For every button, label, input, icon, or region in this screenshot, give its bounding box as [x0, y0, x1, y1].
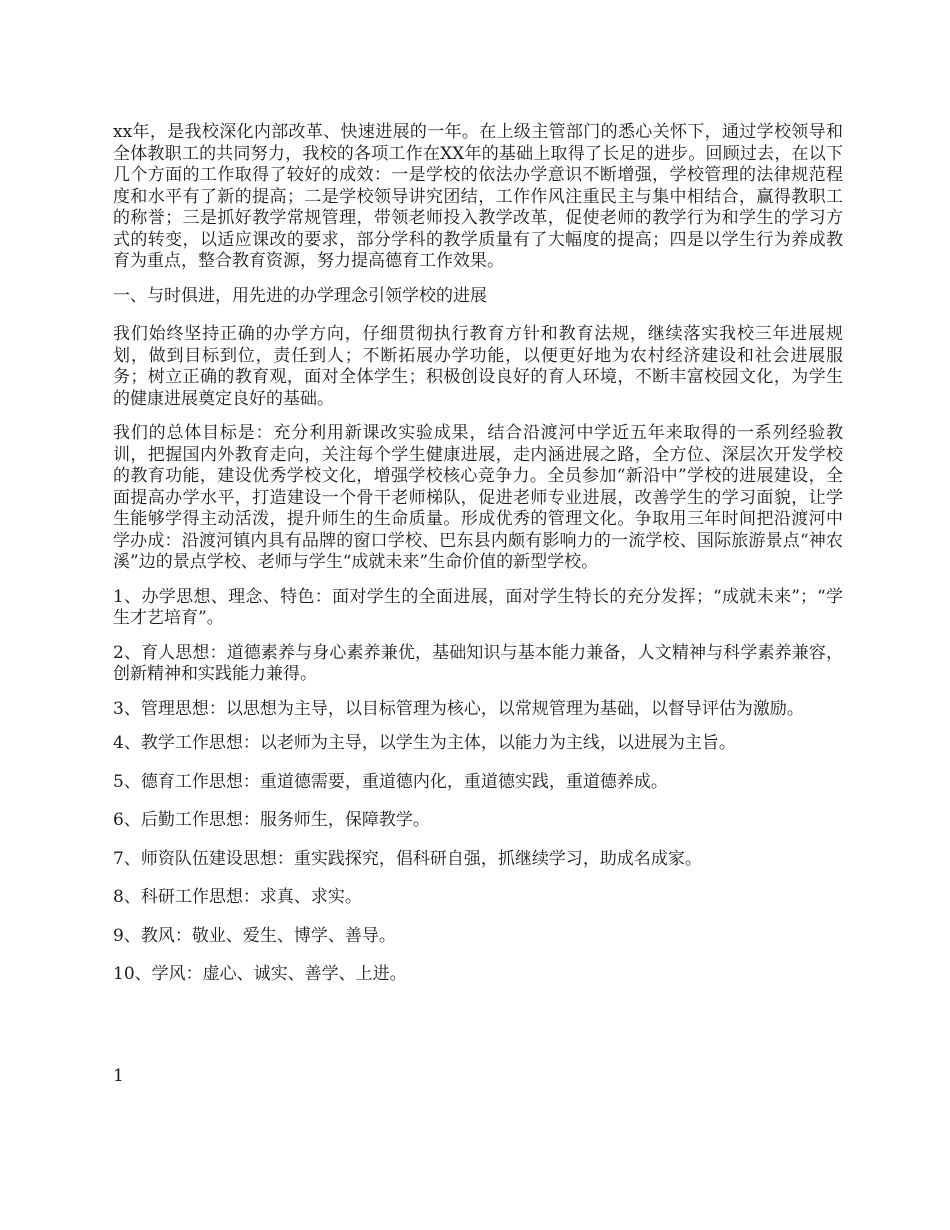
list-item-9: 9、教风：敬业、爱生、博学、善导。	[113, 925, 396, 946]
list-item-5: 5、德育工作思想：重道德需要，重道德内化，重道德实践，重道德养成。	[113, 771, 668, 792]
direction-paragraph: 我们始终坚持正确的办学方向，仔细贯彻执行教育方针和教育法规，继续落实我校三年进展规划，做到目标到位，责任到人；不断拓展办学功能，以便更好地为农村经济建设和社会进展服务；树立正确的教育观，面对全体学生；积极创设良好的育人环境，不断丰富校园文化，为学生的健康进展奠定良好的基础。	[113, 324, 843, 409]
intro-paragraph: xx年，是我校深化内部改革、快速进展的一年。在上级主管部门的悉心关怀下，通过学校领导和全体教职工的共同努力，我校的各项工作在XX年的基础上取得了长足的进步。回顾过去，在以下几个方面的工作取得了较好的成效：一是学校的依法办学意识不断增强，学校管理的法律规范程度和水平有了新的提高；二是学校领导讲究团结，工作作风注重民主与集中相结合，赢得教职工的称誉；三是抓好教学常规管理，带领老师投入教学改革，促使老师的教学行为和学生的学习方式的转变，以适应课改的要求，部分学科的教学质量有了大幅度的提高；四是以学生行为养成教育为重点，整合教育资源，努力提高德育工作效果。	[113, 122, 843, 271]
list-item-1: 1、办学思想、理念、特色：面对学生的全面进展，面对学生特长的充分发挥；“成就未来”；“学生才艺培育”。	[113, 586, 843, 628]
list-item-7: 7、师资队伍建设思想：重实践探究，倡科研自强，抓继续学习，助成名成家。	[113, 848, 702, 869]
section-heading-1: 一、与时俱进，用先进的办学理念引领学校的进展	[113, 285, 487, 306]
list-item-3: 3、管理思想：以思想为主导，以目标管理为核心，以常规管理为基础，以督导评估为激励。	[113, 698, 804, 719]
list-item-4: 4、教学工作思想：以老师为主导，以学生为主体，以能力为主线，以进展为主旨。	[113, 733, 736, 753]
list-item-10: 10、学风：虚心、诚实、善学、上进。	[113, 964, 407, 984]
list-item-2: 2、育人思想：道德素养与身心素养兼优，基础知识与基本能力兼备，人文精神与科学素养兼容，创新精神和实践能力兼得。	[113, 642, 843, 684]
list-item-8: 8、科研工作思想：求真、求实。	[113, 887, 362, 907]
goals-paragraph: 我们的总体目标是：充分利用新课改实验成果，结合沿渡河中学近五年来取得的一系列经验教训，把握国内外教育走向，关注每个学生健康进展，走内涵进展之路，全方位、深层次开发学校的教育功能，建设优秀学校文化，增强学校核心竞争力。全员参加“新沿中”学校的进展建设，全面提高办学水平，打造建设一个骨干老师梯队，促进老师专业进展，改善学生的学习面貌，让学生能够学得主动活泼，提升师生的生命质量。形成优秀的管理文化。争取用三年时间把沿渡河中学办成：沿渡河镇内具有品牌的窗口学校、巴东县内颇有影响力的一流学校、国际旅游景点“神农溪”边的景点学校、老师与学生“成就未来”生命价值的新型学校。	[113, 423, 843, 572]
document-body	[113, 122, 843, 1003]
page-number: 1	[113, 1066, 124, 1086]
list-item-6: 6、后勤工作思想：服务师生，保障教学。	[113, 810, 430, 830]
